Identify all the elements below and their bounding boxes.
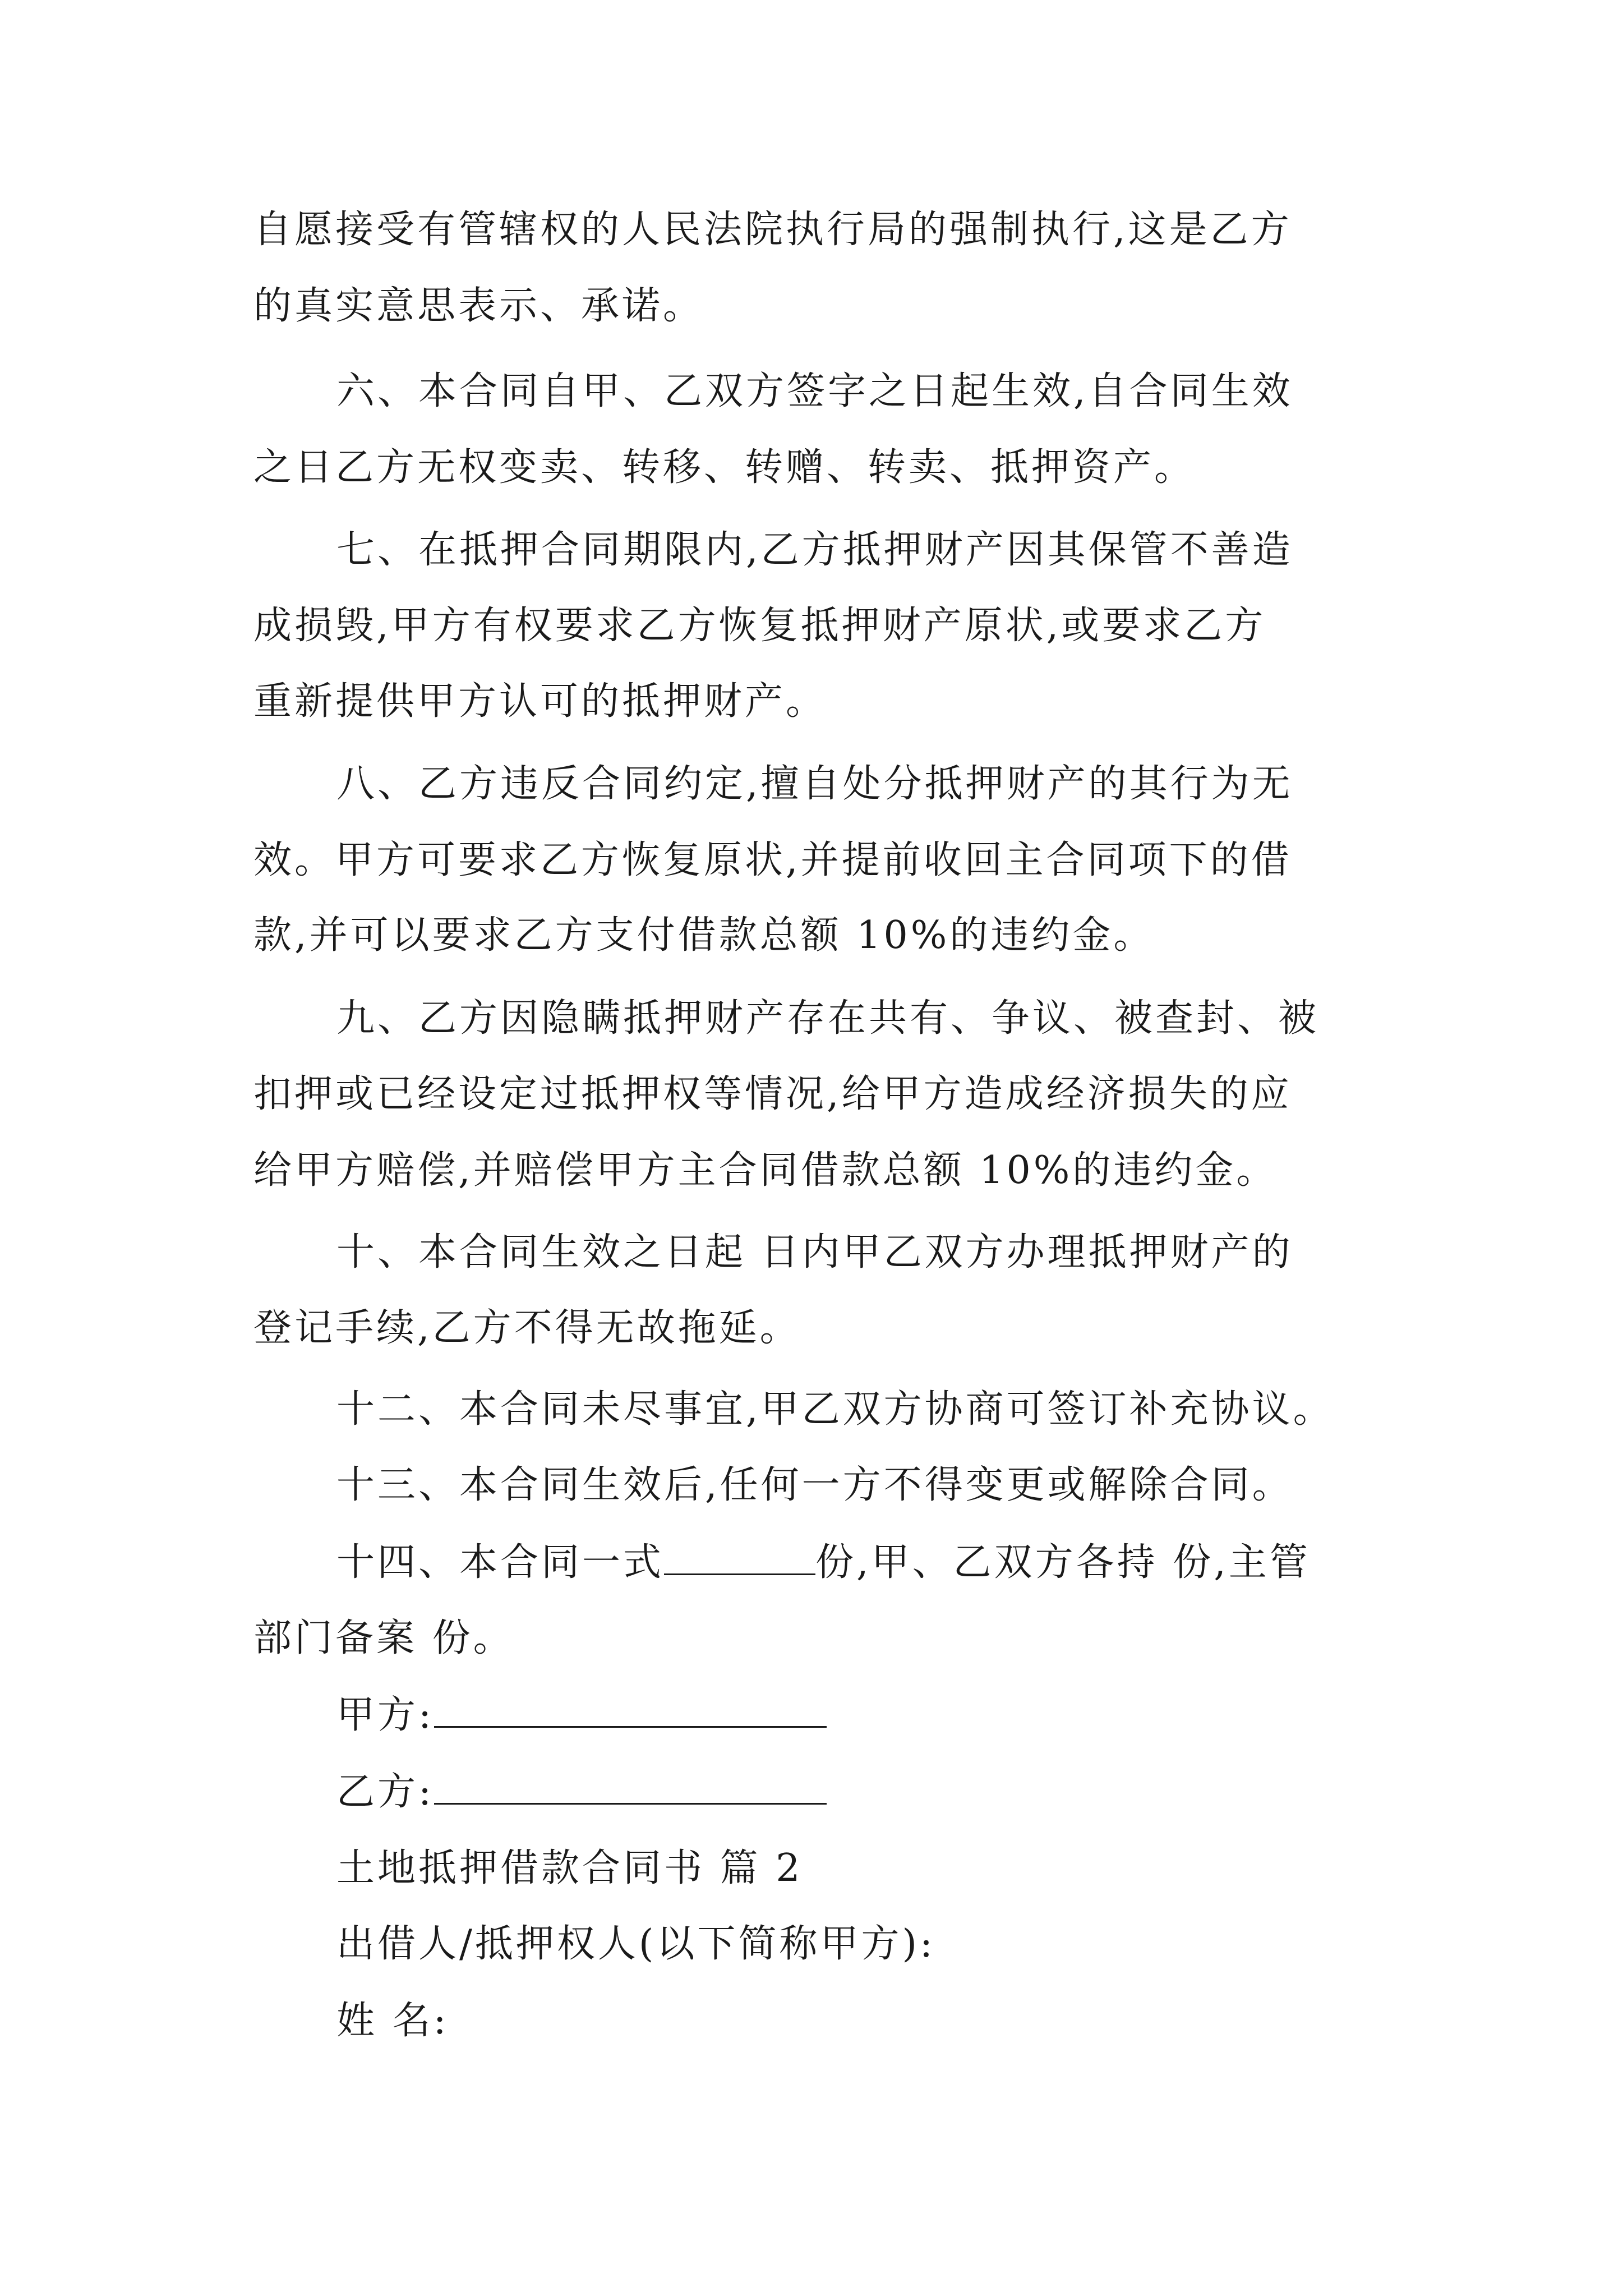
clause-13-line: 十三、本合同生效后,任何一方不得变更或解除合同。 <box>336 1463 1293 1507</box>
name-field-label: 姓 名: <box>336 1999 449 2043</box>
clause-14-line <box>336 1536 1311 1590</box>
party-a-line <box>336 1688 827 1742</box>
party-b-signature-blank <box>434 1769 827 1805</box>
clause-9-line: 九、乙方因隐瞒抵押财产存在共有、争议、被查封、被 <box>336 996 1320 1041</box>
clause-8-line: 八、乙方违反合同约定,擅自处分抵押财产的其行为无 <box>336 762 1293 806</box>
section-title: 土地抵押借款合同书 篇 2 <box>336 1846 803 1890</box>
party-b-label: 乙方: <box>336 1770 434 1814</box>
text-line: 的真实意思表示、承诺。 <box>253 284 704 328</box>
party-a-signature-blank <box>434 1692 827 1728</box>
clause-6-line: 六、本合同自甲、乙双方签字之日起生效,自合同生效 <box>336 369 1293 413</box>
text-line: 重新提供甲方认可的抵押财产。 <box>253 679 827 724</box>
text-line: 扣押或已经设定过抵押权等情况,给甲方造成经济损失的应 <box>253 1072 1292 1116</box>
clause-10-line: 十、本合同生效之日起 日内甲乙双方办理抵押财产的 <box>336 1230 1293 1274</box>
text-line: 之日乙方无权变卖、转移、转赠、转卖、抵押资产。 <box>253 445 1196 490</box>
lender-line: 出借人/抵押权人(以下简称甲方): <box>336 1922 935 1966</box>
text-line: 部门备案 份。 <box>253 1616 514 1660</box>
text-line: 登记手续,乙方不得无故拖延。 <box>253 1306 801 1350</box>
text-line: 款,并可以要求乙方支付借款总额 10%的违约金。 <box>253 913 1155 958</box>
party-b-line <box>336 1765 827 1819</box>
clause-12-line: 十二、本合同未尽事宜,甲乙双方协商可签订补充协议。 <box>336 1387 1334 1432</box>
party-a-label: 甲方: <box>336 1693 434 1737</box>
clause-14-text-start: 十四、本合同一式 <box>336 1540 665 1585</box>
text-line: 给甲方赔偿,并赔偿甲方主合同借款总额 10%的违约金。 <box>253 1148 1278 1193</box>
clause-7-line: 七、在抵押合同期限内,乙方抵押财产因其保管不善造 <box>336 528 1293 572</box>
clause-14-text-end: 份,甲、乙双方各持 份,主管 <box>815 1540 1311 1585</box>
text-line: 效。甲方可要求乙方恢复原状,并提前收回主合同项下的借 <box>253 838 1292 882</box>
copies-blank <box>664 1540 815 1575</box>
text-line: 成损毁,甲方有权要求乙方恢复抵押财产原状,或要求乙方 <box>253 604 1266 648</box>
text-line: 自愿接受有管辖权的人民法院执行局的强制执行,这是乙方 <box>253 208 1292 252</box>
